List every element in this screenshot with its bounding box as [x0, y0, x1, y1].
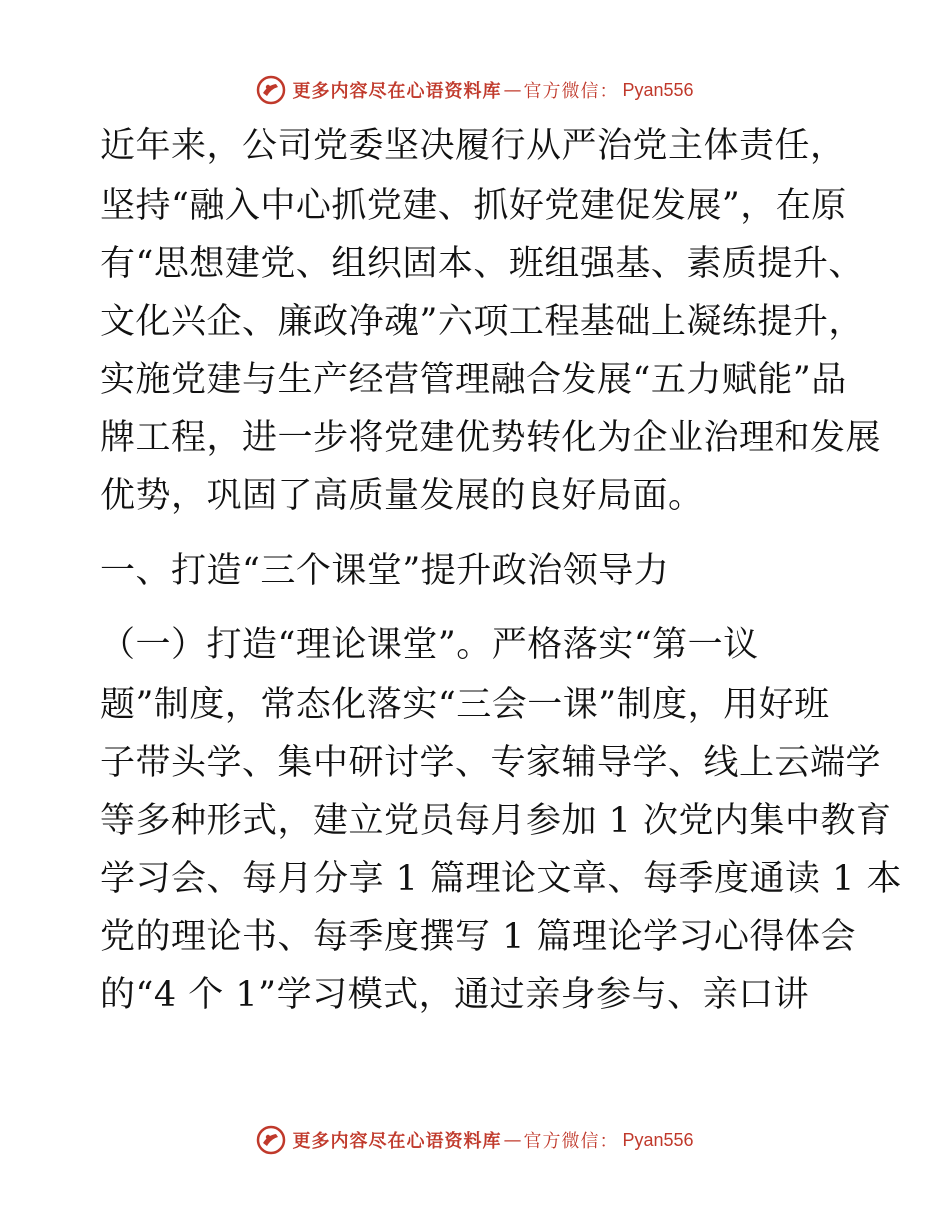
book-logo-icon	[256, 1125, 286, 1155]
watermark-wechat-label: 官方微信：	[523, 1131, 619, 1152]
watermark-wechat-id: Pyan556	[622, 1129, 694, 1150]
paragraph-line: 文化兴企、廉政净魂”六项工程基础上凝练提升，	[100, 302, 864, 342]
watermark-dash: —	[503, 79, 522, 101]
watermark-wechat-id: Pyan556	[622, 79, 694, 100]
paragraph-line: 牌工程，进一步将党建优势转化为企业治理和发展	[100, 418, 882, 458]
watermark-wechat-label: 官方微信：	[523, 81, 619, 102]
paragraph-line: 党的理论书、每季度撰写 1 篇理论学习心得体会	[100, 917, 857, 957]
watermark-site-text: 更多内容尽在心语资料库	[292, 81, 502, 102]
header-watermark	[0, 70, 950, 110]
book-logo-icon	[256, 75, 286, 105]
section-heading: 一、打造“三个课堂”提升政治领导力	[100, 551, 670, 591]
paragraph-line: 子带头学、集中研讨学、专家辅导学、线上云端学	[100, 743, 882, 783]
paragraph-line: 实施党建与生产经营管理融合发展“五力赋能”品	[100, 360, 847, 400]
paragraph-line: 近年来，公司党委坚决履行从严治党主体责任，	[100, 126, 846, 166]
watermark-site-text: 更多内容尽在心语资料库	[292, 1131, 502, 1152]
watermark-dash: —	[503, 1129, 522, 1151]
paragraph-line: （一）打造“理论课堂”。严格落实“第一议	[100, 625, 759, 665]
paragraph-line: 学习会、每月分享 1 篇理论文章、每季度通读 1 本	[100, 859, 903, 899]
paragraph-line: 题”制度，常态化落实“三会一课”制度，用好班	[100, 685, 830, 725]
footer-watermark	[0, 1120, 950, 1160]
paragraph-line: 有“思想建党、组织固本、班组强基、素质提升、	[100, 244, 864, 284]
paragraph-line: 等多种形式，建立党员每月参加 1 次党内集中教育	[100, 801, 892, 841]
paragraph-line: 坚持“融入中心抓党建、抓好党建促发展”，在原	[100, 186, 847, 226]
paragraph-line: 的“4 个 1”学习模式，通过亲身参与、亲口讲	[100, 975, 810, 1015]
paragraph-line: 优势，巩固了高质量发展的良好局面。	[100, 476, 704, 516]
